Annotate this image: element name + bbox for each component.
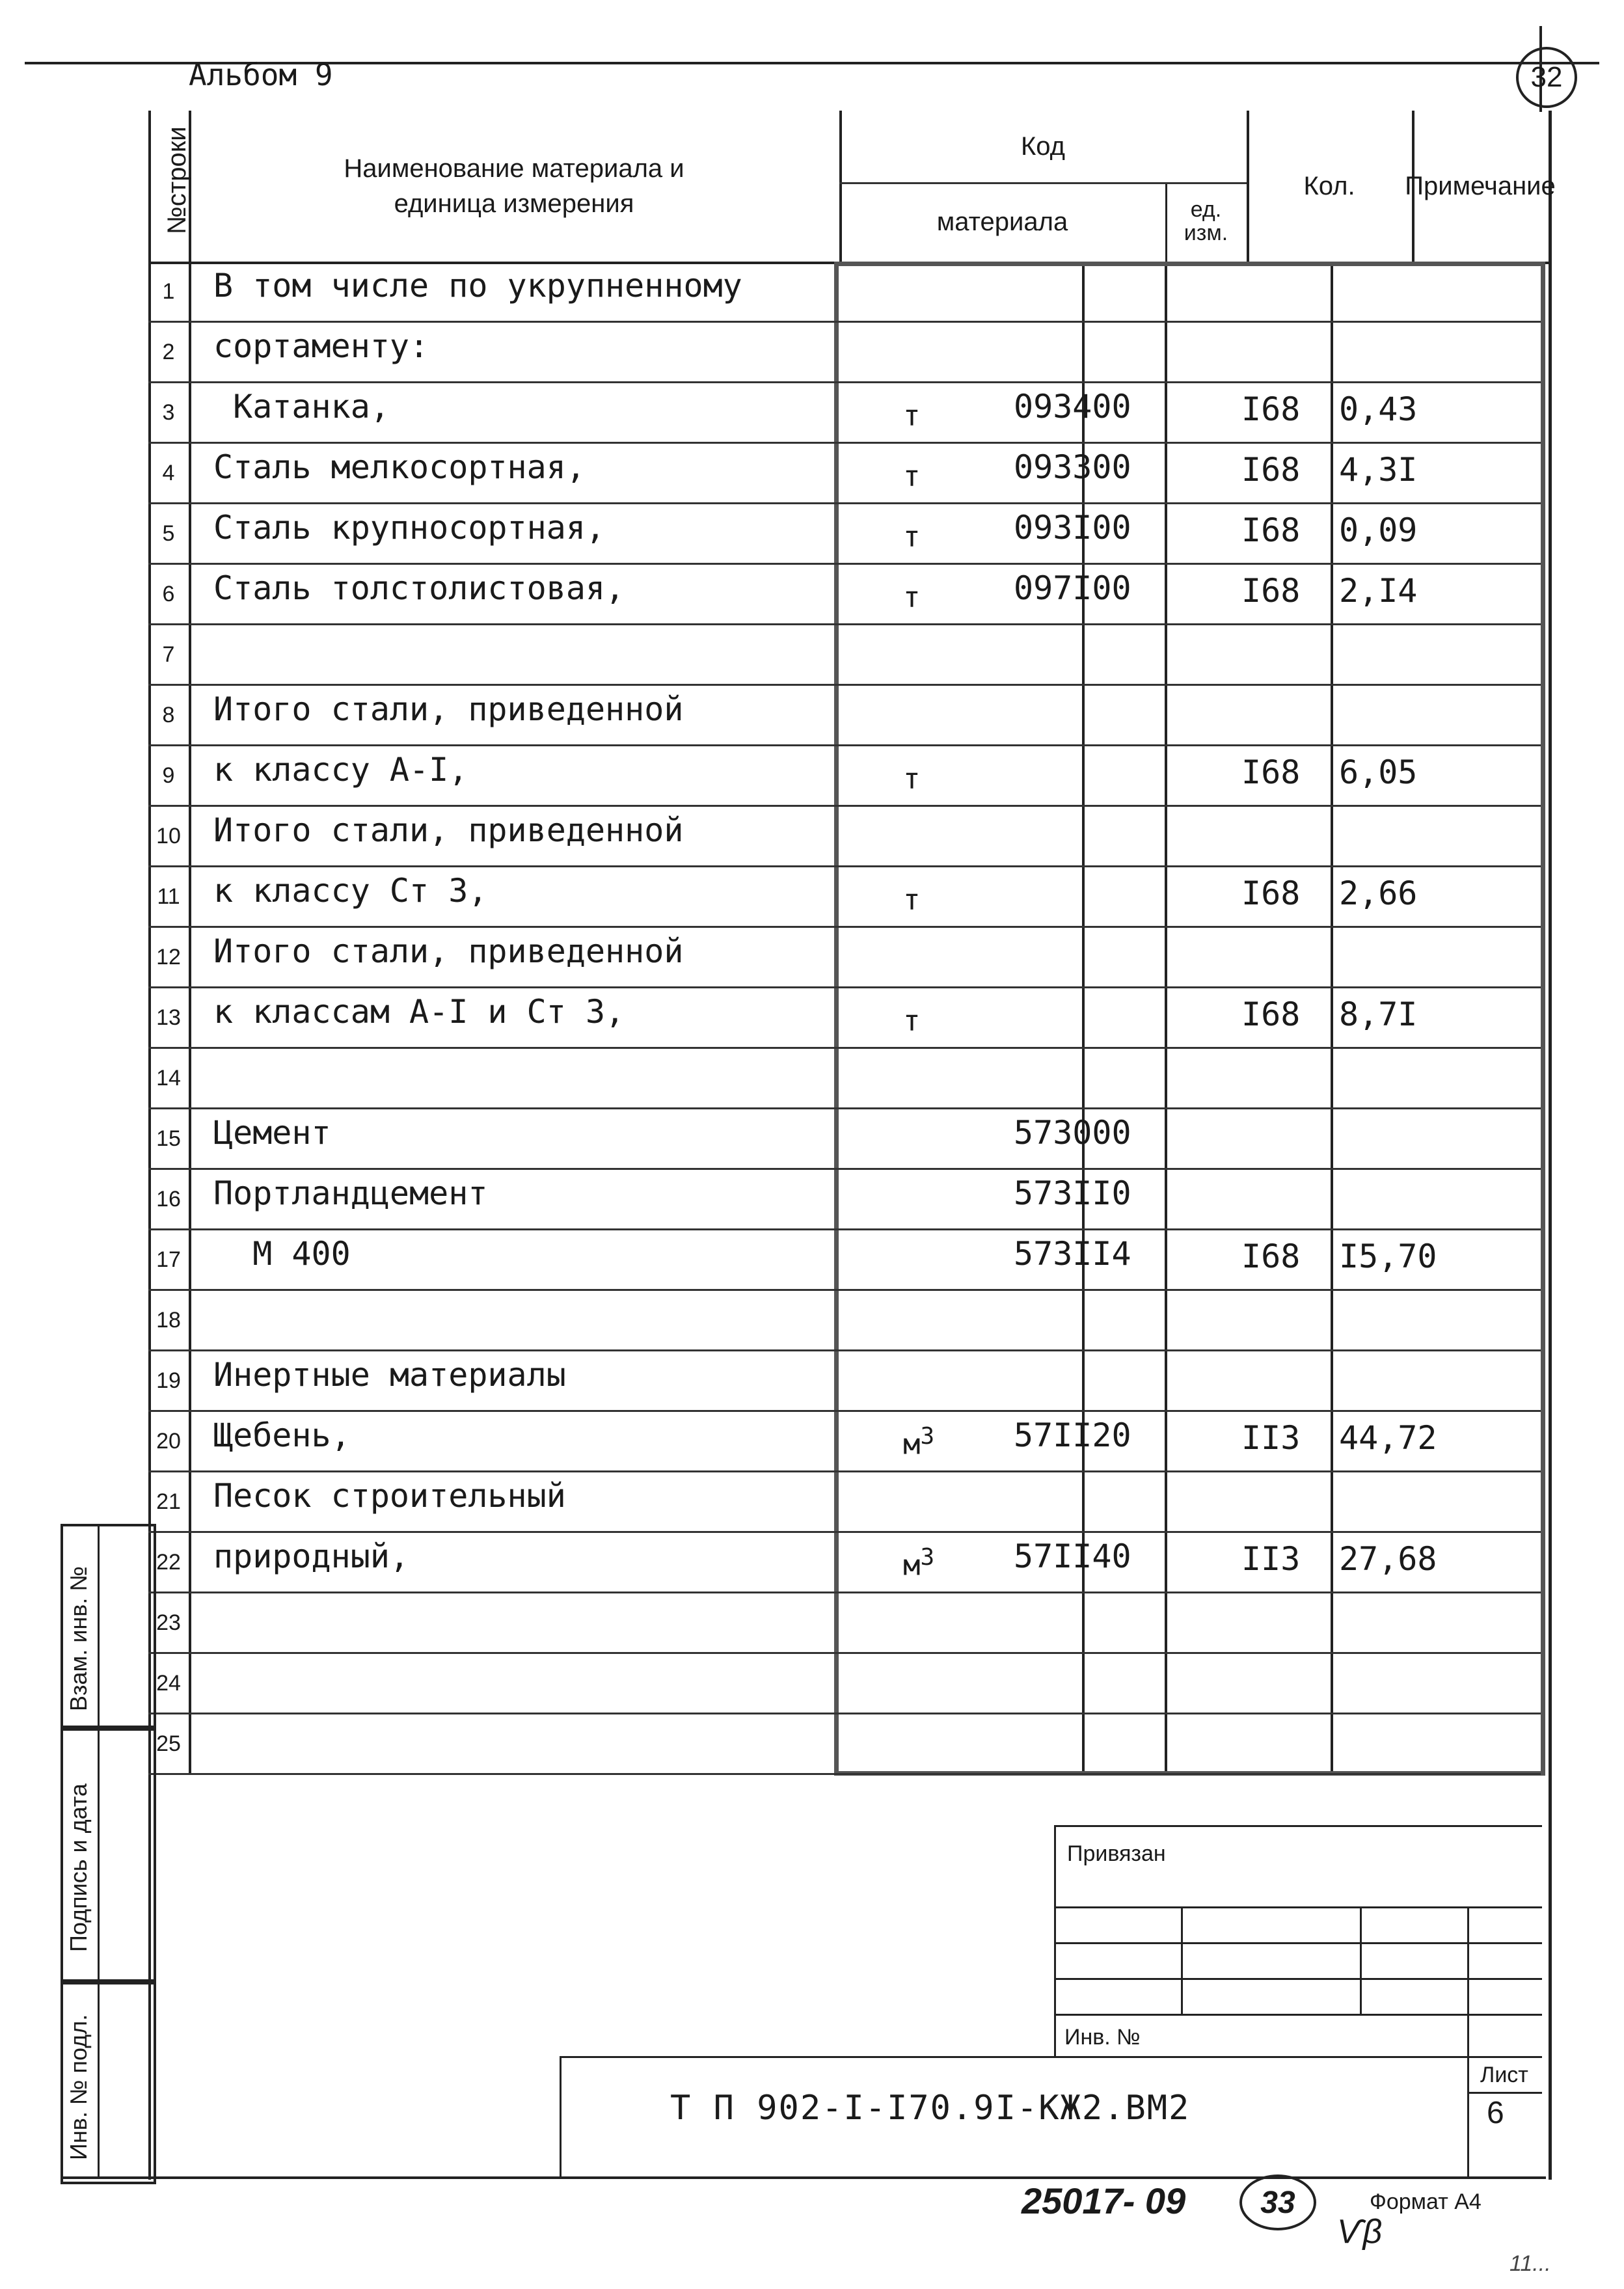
- table-row: [148, 746, 1549, 806]
- tb-line: [1467, 2092, 1542, 2094]
- row-number: 12: [156, 945, 181, 969]
- col-header-qty: Кол.: [1303, 172, 1355, 200]
- material-unit-text: м: [903, 1549, 921, 1582]
- material-code: 573000: [1014, 1114, 1131, 1152]
- material-code: 093400: [1014, 388, 1131, 426]
- material-unit: [903, 757, 921, 796]
- side-stamp-divider: [98, 1524, 100, 2179]
- table-row: [148, 988, 1549, 1048]
- unit-code: I68: [1241, 1238, 1301, 1275]
- material-unit: [903, 1544, 934, 1582]
- col-header-code: Код: [1020, 132, 1065, 161]
- material-unit: [903, 999, 921, 1038]
- row-number: 17: [156, 1247, 181, 1272]
- table-row: [148, 625, 1549, 685]
- unit-code: I68: [1241, 572, 1301, 610]
- quantity: 0,09: [1339, 511, 1418, 549]
- handwritten-circle-number: 33: [1239, 2174, 1316, 2230]
- material-name: Сталь крупносортная,: [213, 509, 606, 547]
- tb-line: [1054, 1825, 1542, 1827]
- row-number: 21: [156, 1489, 181, 1514]
- row-number: 7: [162, 642, 175, 667]
- table-row: [148, 443, 1549, 504]
- material-name: Сталь мелкосортная,: [213, 448, 586, 486]
- material-unit: [903, 394, 921, 433]
- material-unit-text: т: [903, 580, 921, 614]
- material-code: 093I00: [1014, 509, 1131, 547]
- row-number: 23: [156, 1610, 181, 1635]
- tb-vline: [1467, 1906, 1469, 2176]
- table-row: [148, 1411, 1549, 1472]
- quantity: 4,3I: [1339, 451, 1418, 489]
- col-header-rownum: №строки: [163, 126, 191, 234]
- material-name: Щебень,: [213, 1416, 351, 1454]
- quantity: I5,70: [1339, 1238, 1437, 1275]
- sheet-number: 6: [1487, 2096, 1504, 2130]
- corner-mark: 11...: [1509, 2251, 1551, 2276]
- material-name: Песок строительный: [213, 1477, 566, 1515]
- col-header-code-unit-line2: изм.: [1184, 221, 1228, 245]
- row-number: 14: [156, 1066, 181, 1090]
- inv-no-label: Инв. №: [1064, 2025, 1141, 2050]
- material-unit-text: т: [903, 1004, 921, 1038]
- material-name: природный,: [213, 1537, 410, 1575]
- col-header-name-line1: Наименование материала и: [344, 154, 684, 183]
- quantity: 2,I4: [1339, 572, 1418, 610]
- row-number: 16: [156, 1187, 181, 1212]
- table-row: [148, 1290, 1549, 1351]
- material-code: 573II4: [1014, 1235, 1131, 1273]
- col-header-code-material: материала: [936, 208, 1068, 236]
- row-number: 2: [162, 340, 175, 364]
- row-number: 19: [156, 1368, 181, 1393]
- side-label-vzam: Взам. инв. №: [65, 1565, 92, 1711]
- row-number: 22: [156, 1550, 181, 1575]
- material-unit: [903, 576, 921, 614]
- quantity: 27,68: [1339, 1540, 1437, 1578]
- table-header: [148, 111, 1556, 264]
- unit-code: II3: [1241, 1419, 1301, 1457]
- unit-code: I68: [1241, 511, 1301, 549]
- material-unit-superscript: 3: [920, 1544, 935, 1571]
- row-number: 9: [162, 763, 175, 788]
- row-number: 3: [162, 400, 175, 425]
- quantity: 44,72: [1339, 1419, 1437, 1457]
- unit-code: I68: [1241, 390, 1301, 428]
- tb-vline: [1054, 1825, 1056, 2056]
- table-row: [148, 504, 1549, 564]
- handwritten-signature: Ѵβ: [1337, 2213, 1383, 2251]
- material-unit: [903, 515, 921, 554]
- material-name: Портландцемент: [213, 1174, 488, 1212]
- material-name: сортаменту:: [213, 327, 429, 365]
- sheet-number-circle: 32: [1516, 47, 1577, 108]
- material-unit-text: т: [903, 399, 921, 433]
- unit-code: I68: [1241, 451, 1301, 489]
- row-divider: [148, 1773, 1541, 1775]
- table-row: [148, 1593, 1549, 1653]
- privyazan-label: Привязан: [1067, 1841, 1166, 1866]
- format-label: Формат А4: [1370, 2189, 1482, 2214]
- material-name: Цемент: [213, 1114, 331, 1152]
- tb-line: [560, 2056, 1542, 2058]
- table-row: [148, 927, 1549, 988]
- frame-right-line: [1549, 111, 1552, 2180]
- row-number: 13: [156, 1005, 181, 1030]
- row-number: 8: [162, 703, 175, 727]
- row-number: 6: [162, 582, 175, 606]
- table-row: [148, 1714, 1549, 1774]
- quantity: 6,05: [1339, 753, 1418, 791]
- sheet-label: Лист: [1480, 2063, 1528, 2087]
- material-unit-text: т: [903, 762, 921, 796]
- material-name: М 400: [213, 1235, 351, 1273]
- material-name: Итого стали, приведенной: [213, 932, 684, 970]
- material-name: Итого стали, приведенной: [213, 811, 684, 849]
- col-header-code-unit-line1: ед.: [1190, 197, 1222, 223]
- material-unit-text: т: [903, 520, 921, 554]
- material-unit: [903, 1423, 934, 1461]
- table-row: [148, 322, 1549, 383]
- col-header-code-unit: [1165, 182, 1247, 262]
- table-row: [148, 262, 1549, 322]
- material-unit: [903, 878, 921, 917]
- row-number: 5: [162, 521, 175, 546]
- table-row: [148, 1653, 1549, 1714]
- unit-code: II3: [1241, 1540, 1301, 1578]
- table-row: [148, 564, 1549, 625]
- album-title: Альбом 9: [189, 57, 333, 92]
- material-name: В том числе по укрупненному: [213, 267, 742, 305]
- frame-bottom-line: [61, 2176, 1546, 2179]
- material-code: 57II20: [1014, 1416, 1131, 1454]
- table-row: [148, 806, 1549, 867]
- table-row: [148, 383, 1549, 443]
- col-header-name: [189, 111, 839, 262]
- material-code: 097I00: [1014, 569, 1131, 607]
- material-unit-text: т: [903, 459, 921, 493]
- material-unit-text: м: [903, 1428, 921, 1461]
- table-row: [148, 685, 1549, 746]
- material-unit-text: т: [903, 883, 921, 917]
- material-name: Сталь толстолистовая,: [213, 569, 625, 607]
- table-row: [148, 1169, 1549, 1230]
- table-row: [148, 1109, 1549, 1169]
- material-name: к классам А-I и Ст 3,: [213, 993, 625, 1031]
- material-name: Итого стали, приведенной: [213, 690, 684, 728]
- row-number: 4: [162, 461, 175, 485]
- tb-vline: [1181, 1906, 1183, 2014]
- material-name: Катанка,: [213, 388, 390, 426]
- row-number: 20: [156, 1429, 181, 1454]
- material-code: 093300: [1014, 448, 1131, 486]
- material-name: к классу А-I,: [213, 751, 468, 789]
- quantity: 8,7I: [1339, 996, 1418, 1033]
- table-row: [148, 1230, 1549, 1290]
- tb-vline: [560, 2056, 562, 2176]
- material-code: 57II40: [1014, 1537, 1131, 1575]
- row-number: 24: [156, 1671, 181, 1696]
- quantity: 0,43: [1339, 390, 1418, 428]
- row-number: 11: [157, 884, 180, 909]
- row-number: 1: [162, 279, 175, 304]
- col-header-note: Примечание: [1405, 172, 1556, 200]
- row-number: 18: [156, 1308, 181, 1333]
- tb-vline: [1360, 1906, 1362, 2014]
- col-header-name-line2: единица измерения: [394, 189, 634, 218]
- table-row: [148, 1351, 1549, 1411]
- material-unit: [903, 455, 921, 493]
- side-label-podpis: Подпись и дата: [65, 1783, 92, 1952]
- handwritten-number: 25017- 09: [1022, 2180, 1186, 2221]
- material-unit-superscript: 3: [920, 1423, 935, 1450]
- table-row: [148, 1048, 1549, 1109]
- row-number: 15: [156, 1126, 181, 1151]
- table-row: [148, 867, 1549, 927]
- row-number: 10: [156, 824, 181, 848]
- side-label-inv: Инв. № подл.: [65, 2014, 92, 2160]
- table-row: [148, 1472, 1549, 1532]
- unit-code: I68: [1241, 996, 1301, 1033]
- table-row: [148, 1532, 1549, 1593]
- unit-code: I68: [1241, 874, 1301, 912]
- material-name: Инертные материалы: [213, 1356, 566, 1394]
- material-name: к классу Ст 3,: [213, 872, 488, 910]
- unit-code: I68: [1241, 753, 1301, 791]
- material-code: 573II0: [1014, 1174, 1131, 1212]
- row-number: 25: [156, 1731, 181, 1756]
- document-code: Т П 902-I-I70.9I-КЖ2.ВМ2: [670, 2089, 1191, 2128]
- quantity: 2,66: [1339, 874, 1418, 912]
